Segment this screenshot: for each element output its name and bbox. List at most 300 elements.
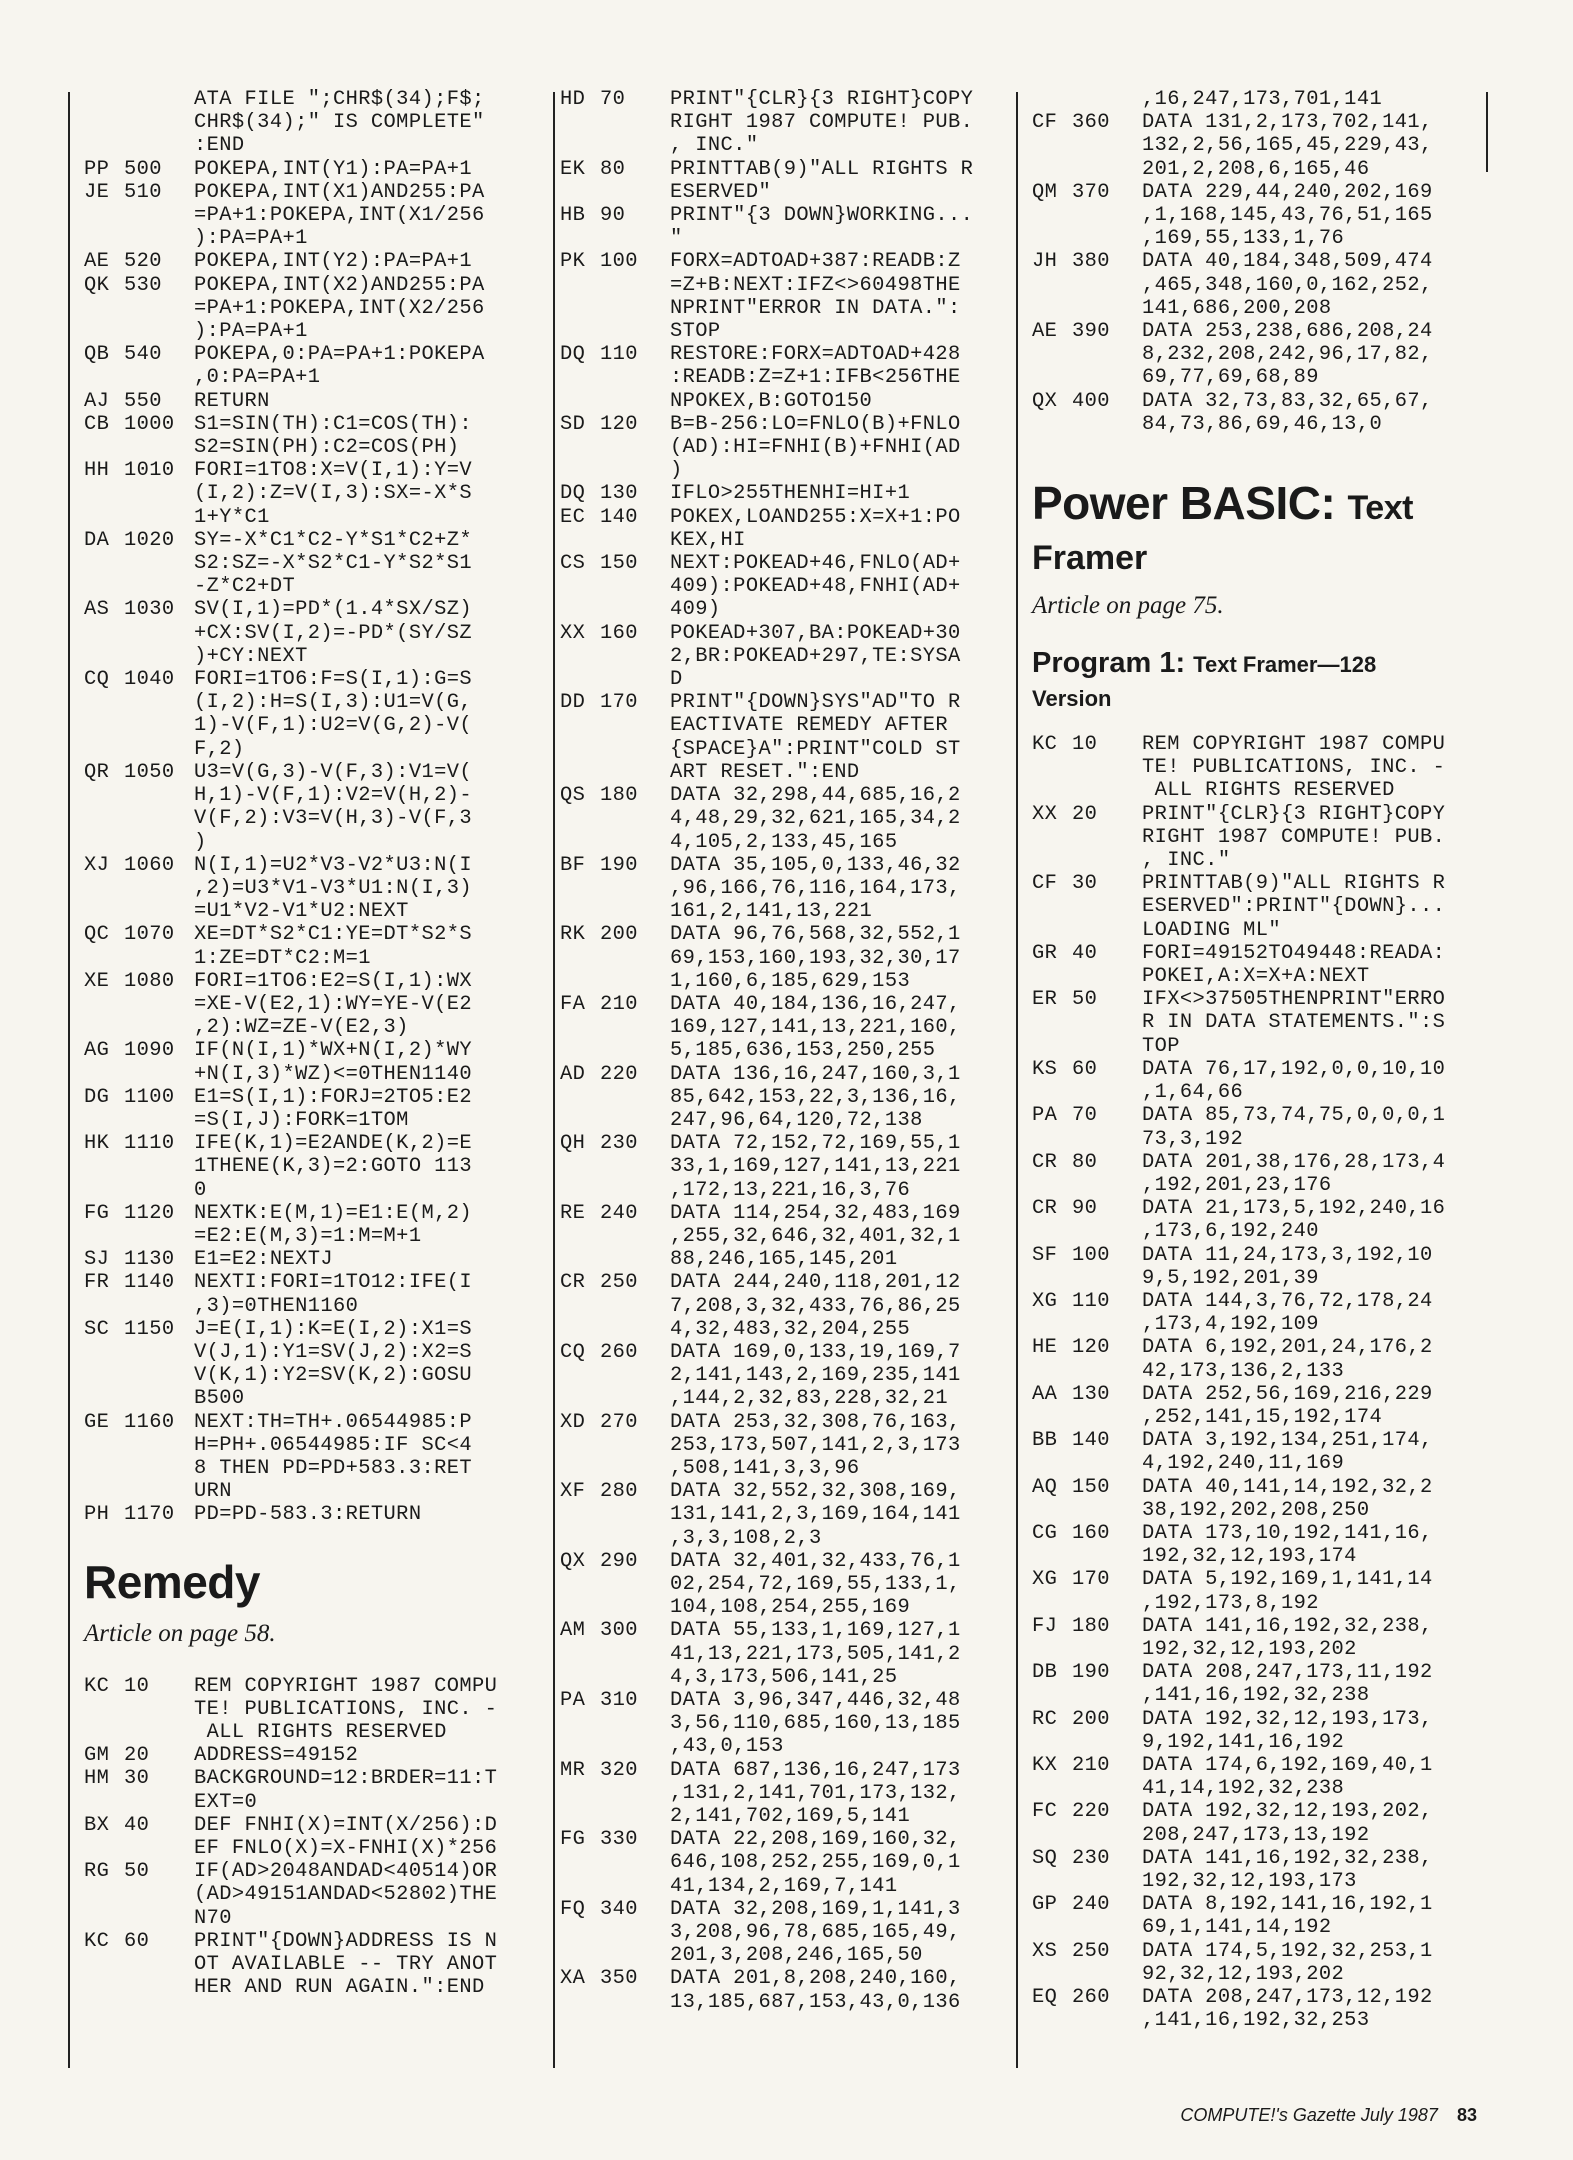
code: 38,192,202,208,250	[1142, 1498, 1370, 1522]
listing-line	[84, 993, 546, 1016]
code: 69,1,141,14,192	[1142, 1916, 1332, 1940]
listing-line	[560, 1921, 1008, 1944]
line-number	[1072, 826, 1142, 849]
checksum: KS	[1032, 1057, 1058, 1081]
checksum: XE	[84, 969, 110, 993]
line-number	[1072, 1011, 1142, 1034]
listing-line	[84, 529, 546, 552]
code: PRINT"{CLR}{3 RIGHT}COPY	[1142, 802, 1446, 826]
listing-line	[1032, 1986, 1472, 2009]
line-number: 250	[600, 1271, 638, 1295]
line-number	[600, 714, 670, 737]
program-heading	[1032, 647, 1472, 715]
code: ADDRESS=49152	[194, 1744, 359, 1768]
line-number	[600, 181, 670, 204]
checksum	[84, 691, 124, 714]
checksum: GP	[1032, 1893, 1058, 1917]
line-number	[600, 807, 670, 830]
code: )	[670, 459, 683, 483]
checksum	[560, 1643, 600, 1666]
code: DATA 229,44,240,202,169	[1142, 180, 1433, 204]
checksum	[84, 1295, 124, 1318]
line-number	[600, 1503, 670, 1526]
listing-line	[84, 1767, 546, 1790]
checksum: QC	[84, 923, 110, 947]
listing-line	[84, 1457, 546, 1480]
checksum: FA	[560, 992, 586, 1016]
line-number	[600, 1666, 670, 1689]
code: (I,2):Z=V(I,3):SX=-X*S	[194, 482, 473, 506]
checksum	[1032, 1824, 1072, 1847]
line-number	[124, 204, 194, 227]
code: )	[194, 830, 207, 854]
listing-line	[1032, 895, 1472, 918]
line-number: 270	[600, 1410, 638, 1434]
code: DATA 40,184,348,509,474	[1142, 250, 1433, 274]
listing-line	[84, 877, 546, 900]
checksum	[1032, 343, 1072, 366]
code: EACTIVATE REMEDY AFTER	[670, 714, 949, 738]
checksum: FG	[84, 1201, 110, 1225]
checksum	[1032, 1267, 1072, 1290]
listing-line	[560, 1016, 1008, 1039]
checksum	[84, 88, 124, 111]
checksum: FR	[84, 1271, 110, 1295]
line-number	[1072, 158, 1142, 181]
listing-line	[560, 1155, 1008, 1178]
code: ,252,141,15,192,174	[1142, 1405, 1383, 1429]
checksum: CR	[1032, 1150, 1058, 1174]
listing-block	[84, 1675, 546, 2000]
listing-line	[560, 1712, 1008, 1735]
column-rule-middle-1	[553, 92, 555, 2068]
checksum	[84, 1837, 124, 1860]
checksum: XS	[1032, 1939, 1058, 1963]
listing-block	[84, 88, 546, 1527]
code: ,508,141,3,3,96	[670, 1456, 860, 1480]
checksum	[84, 575, 124, 598]
listing-line	[560, 390, 1008, 413]
line-number	[1072, 895, 1142, 918]
code: 33,1,169,127,141,13,221	[670, 1155, 961, 1179]
code: )+CY:NEXT	[194, 644, 308, 668]
code: {SPACE}A":PRINT"COLD ST	[670, 737, 961, 761]
listing-line	[1032, 1267, 1472, 1290]
line-number	[600, 598, 670, 621]
line-number	[1072, 1731, 1142, 1754]
listing-line	[560, 111, 1008, 134]
listing-line	[560, 923, 1008, 946]
line-number: 350	[600, 1967, 638, 1991]
line-number	[600, 1039, 670, 1062]
code: DATA 252,56,169,216,229	[1142, 1382, 1433, 1406]
code: =Z+B:NEXT:IFZ<>60498THE	[670, 273, 961, 297]
code: 9,192,141,16,192	[1142, 1730, 1345, 1754]
line-number	[600, 970, 670, 993]
code: 8 THEN PD=PD+583.3:RET	[194, 1456, 473, 1480]
line-number	[1072, 88, 1142, 111]
checksum	[1032, 895, 1072, 918]
checksum	[560, 1503, 600, 1526]
line-number	[124, 320, 194, 343]
code: 13,185,687,153,43,0,136	[670, 1990, 961, 2014]
listing-line	[84, 320, 546, 343]
checksum	[560, 807, 600, 830]
checksum: AS	[84, 598, 110, 622]
line-number	[600, 1527, 670, 1550]
code: V(F,2):V3=V(H,3)-V(F,3	[194, 807, 473, 831]
line-number	[124, 1721, 194, 1744]
listing-line	[560, 1109, 1008, 1132]
line-number: 130	[1072, 1382, 1110, 1406]
checksum: RG	[84, 1860, 110, 1884]
code: B=B-256:LO=FNLO(B)+FNLO	[670, 412, 961, 436]
listing-line	[1032, 366, 1472, 389]
code: DATA 3,96,347,446,32,48	[670, 1689, 961, 1713]
code: DATA 35,105,0,133,46,32	[670, 853, 961, 877]
listing-line	[84, 250, 546, 273]
checksum	[84, 1063, 124, 1086]
checksum	[1032, 297, 1072, 320]
listing-line	[84, 1132, 546, 1155]
checksum	[84, 1791, 124, 1814]
checksum	[1032, 1916, 1072, 1939]
checksum: HM	[84, 1767, 110, 1791]
line-number	[1072, 297, 1142, 320]
listing-line	[84, 1907, 546, 1930]
code: DATA 96,76,568,32,552,1	[670, 923, 961, 947]
listing-line	[560, 181, 1008, 204]
code: ,131,2,141,701,173,132,	[670, 1781, 961, 1805]
listing-line	[560, 413, 1008, 436]
code: 3,208,96,78,685,165,49,	[670, 1921, 961, 1945]
line-number: 110	[600, 343, 638, 367]
listing-line	[560, 831, 1008, 854]
line-number	[1072, 849, 1142, 872]
line-number	[600, 1434, 670, 1457]
code: TOP	[1142, 1034, 1180, 1058]
listing-line	[84, 854, 546, 877]
checksum: JH	[1032, 250, 1058, 274]
code: DATA 8,192,141,16,192,1	[1142, 1893, 1433, 1917]
listing-line	[84, 1016, 546, 1039]
line-number: 110	[1072, 1289, 1110, 1313]
listing-line	[560, 274, 1008, 297]
code: SV(I,1)=PD*(1.4*SX/SZ)	[194, 598, 473, 622]
checksum: QR	[84, 760, 110, 784]
code: ,1,168,145,43,76,51,165	[1142, 204, 1433, 228]
line-number: 1120	[124, 1201, 175, 1225]
line-number: 100	[600, 250, 638, 274]
listing-line	[560, 1805, 1008, 1828]
code: 208,247,173,13,192	[1142, 1823, 1370, 1847]
listing-line	[560, 738, 1008, 761]
code: PRINTTAB(9)"ALL RIGHTS R	[1142, 872, 1446, 896]
code: 1:ZE=DT*C2:M=1	[194, 946, 371, 970]
checksum	[1032, 1035, 1072, 1058]
checksum	[560, 1109, 600, 1132]
code: DATA 32,208,169,1,141,3	[670, 1897, 961, 1921]
code: , INC."	[670, 134, 759, 158]
line-number: 140	[600, 505, 638, 529]
listing-line	[84, 274, 546, 297]
listing-block	[1032, 733, 1472, 2032]
checksum	[1032, 88, 1072, 111]
line-number: 1000	[124, 412, 175, 436]
line-number: 90	[600, 204, 626, 228]
code: KEX,HI	[670, 528, 746, 552]
line-number: 160	[1072, 1521, 1110, 1545]
listing-line	[1032, 1522, 1472, 1545]
checksum: CF	[1032, 111, 1058, 135]
line-number: 370	[1072, 180, 1110, 204]
line-number: 60	[124, 1929, 150, 1953]
line-number: 210	[600, 992, 638, 1016]
checksum	[560, 1712, 600, 1735]
line-number	[124, 552, 194, 575]
line-number: 230	[1072, 1846, 1110, 1870]
listing-line	[1032, 1824, 1472, 1847]
checksum	[560, 366, 600, 389]
checksum	[560, 1387, 600, 1410]
listing-line	[84, 1202, 546, 1225]
checksum: AM	[560, 1619, 586, 1643]
code: =XE-V(E2,1):WY=YE-V(E2	[194, 992, 473, 1016]
line-number	[600, 1364, 670, 1387]
line-number: 300	[600, 1619, 638, 1643]
listing-line	[84, 668, 546, 691]
line-number	[124, 877, 194, 900]
line-number	[1072, 366, 1142, 389]
code: PRINT"{CLR}{3 RIGHT}COPY	[670, 88, 974, 111]
line-number	[124, 1883, 194, 1906]
checksum	[560, 877, 600, 900]
line-number	[1072, 1406, 1142, 1429]
listing-line	[1032, 320, 1472, 343]
checksum	[560, 181, 600, 204]
checksum	[84, 506, 124, 529]
listing-line	[84, 181, 546, 204]
code: ESERVED"	[670, 180, 772, 204]
section-heading-remedy: Remedy	[84, 1555, 260, 1608]
listing-line	[1032, 1916, 1472, 1939]
listing-block	[560, 88, 1008, 2014]
code: 4,105,2,133,45,165	[670, 830, 898, 854]
checksum	[1032, 1545, 1072, 1568]
listing-line	[1032, 1777, 1472, 1800]
listing-line	[84, 1883, 546, 1906]
line-number	[124, 506, 194, 529]
checksum: JE	[84, 180, 110, 204]
line-number	[1072, 1360, 1142, 1383]
listing-line	[84, 436, 546, 459]
checksum	[84, 1907, 124, 1930]
line-number	[124, 831, 194, 854]
checksum: HH	[84, 459, 110, 483]
listing-line	[1032, 1011, 1472, 1034]
listing-line	[84, 1318, 546, 1341]
line-number	[600, 1875, 670, 1898]
checksum	[560, 598, 600, 621]
code: REM COPYRIGHT 1987 COMPU	[194, 1674, 498, 1698]
line-number	[600, 1248, 670, 1271]
code: 131,141,2,3,169,164,141	[670, 1503, 961, 1527]
checksum: HB	[560, 204, 586, 228]
checksum	[84, 111, 124, 134]
checksum	[560, 320, 600, 343]
page-number: 83	[1456, 2105, 1477, 2125]
checksum: EC	[560, 505, 586, 529]
listing-line	[84, 506, 546, 529]
code: 253,173,507,141,2,3,173	[670, 1433, 961, 1457]
code: ,172,13,221,16,3,76	[670, 1178, 911, 1202]
listing-line	[84, 784, 546, 807]
listing-line	[1032, 390, 1472, 413]
code: IFX<>37505THENPRINT"ERRO	[1142, 988, 1446, 1012]
checksum	[560, 1851, 600, 1874]
code: ,1,64,66	[1142, 1081, 1244, 1105]
code: DATA 6,192,201,24,176,2	[1142, 1336, 1433, 1360]
checksum	[560, 1364, 600, 1387]
listing-line	[84, 482, 546, 505]
listing-line	[560, 1527, 1008, 1550]
code: DATA 5,192,169,1,141,14	[1142, 1568, 1433, 1592]
checksum	[560, 1155, 600, 1178]
line-number	[1072, 1592, 1142, 1615]
code: ,255,32,646,32,401,32,1	[670, 1224, 961, 1248]
line-number	[124, 1109, 194, 1132]
code: ,192,201,23,176	[1142, 1173, 1332, 1197]
magazine-name: COMPUTE!'s Gazette	[1180, 2105, 1356, 2125]
code: "	[670, 227, 683, 251]
listing-line	[560, 1782, 1008, 1805]
line-number: 1030	[124, 598, 175, 622]
heading-rest: Text	[1347, 489, 1413, 528]
line-number	[124, 1295, 194, 1318]
checksum: QX	[1032, 389, 1058, 413]
checksum	[560, 436, 600, 459]
code: BACKGROUND=12:BRDER=11:T	[194, 1767, 498, 1791]
checksum	[84, 1457, 124, 1480]
listing-line	[560, 784, 1008, 807]
listing-line	[1032, 111, 1472, 134]
code: J=E(I,1):K=E(I,2):X1=S	[194, 1317, 473, 1341]
listing-line	[84, 831, 546, 854]
code: 02,254,72,169,55,133,1,	[670, 1573, 961, 1596]
listing-line	[84, 598, 546, 621]
code: DATA 32,298,44,685,16,2	[670, 784, 961, 808]
line-number: 10	[124, 1674, 150, 1698]
code: DATA 85,73,74,75,0,0,0,1	[1142, 1104, 1446, 1128]
line-number	[1072, 1499, 1142, 1522]
checksum	[560, 947, 600, 970]
line-number: 30	[1072, 872, 1098, 896]
listing-line	[84, 1364, 546, 1387]
code: DATA 253,32,308,76,163,	[670, 1410, 961, 1434]
code: EF FNLO(X)=X-FNHI(X)*256	[194, 1837, 498, 1861]
listing-line	[84, 343, 546, 366]
listing-line	[84, 1698, 546, 1721]
column-rule-right	[1486, 92, 1488, 172]
line-number: 1150	[124, 1317, 175, 1341]
checksum: EQ	[1032, 1986, 1058, 2010]
listing-line	[560, 1341, 1008, 1364]
line-number	[600, 575, 670, 598]
line-number	[124, 691, 194, 714]
code: DATA 208,247,173,12,192	[1142, 1986, 1433, 2010]
checksum: XX	[1032, 802, 1058, 826]
listing-line	[560, 529, 1008, 552]
line-number	[600, 645, 670, 668]
line-number	[124, 1225, 194, 1248]
line-number: 260	[600, 1340, 638, 1364]
line-number	[600, 900, 670, 923]
listing-line	[84, 1721, 546, 1744]
program-title: Program 1:	[1032, 647, 1186, 680]
line-number	[1072, 204, 1142, 227]
listing-line	[1032, 1128, 1472, 1151]
checksum: QH	[560, 1132, 586, 1156]
line-number	[1072, 1638, 1142, 1661]
line-number	[1072, 413, 1142, 436]
listing-line	[560, 88, 1008, 111]
checksum: QX	[560, 1549, 586, 1573]
checksum	[560, 134, 600, 157]
code: ,2)=U3*V1-V3*U1:N(I,3)	[194, 876, 473, 900]
code: V(K,1):Y2=SV(K,2):GOSU	[194, 1364, 473, 1388]
code: RESTORE:FORX=ADTOAD+428	[670, 343, 961, 367]
listing-line	[84, 1063, 546, 1086]
code: 2,141,143,2,169,235,141	[670, 1364, 961, 1388]
listing-line	[84, 1930, 546, 1953]
listing-line	[84, 1675, 546, 1698]
listing-line	[84, 738, 546, 761]
checksum: PP	[84, 157, 110, 181]
code: 4,48,29,32,621,165,34,2	[670, 807, 961, 831]
code: 9,5,192,201,39	[1142, 1266, 1319, 1290]
line-number: 1160	[124, 1410, 175, 1434]
checksum: FJ	[1032, 1614, 1058, 1638]
code: DATA 114,254,32,483,169	[670, 1201, 961, 1225]
checksum	[84, 993, 124, 1016]
checksum	[560, 1179, 600, 1202]
line-number	[600, 436, 670, 459]
listing-line	[560, 1967, 1008, 1990]
code: F,2)	[194, 737, 245, 761]
checksum: CG	[1032, 1521, 1058, 1545]
listing-line	[84, 970, 546, 993]
line-number	[124, 714, 194, 737]
heading-line-2: Framer	[1032, 539, 1148, 578]
checksum: FQ	[560, 1897, 586, 1921]
line-number	[124, 993, 194, 1016]
line-number	[124, 1837, 194, 1860]
listing-line	[84, 923, 546, 946]
checksum: PA	[1032, 1104, 1058, 1128]
line-number: 550	[124, 389, 162, 413]
line-number	[600, 1851, 670, 1874]
listing-line	[1032, 872, 1472, 895]
code: 161,2,141,13,221	[670, 900, 873, 924]
code: N70	[194, 1906, 232, 1930]
listing-line	[560, 1318, 1008, 1341]
checksum	[560, 1875, 600, 1898]
code: ,43,0,153	[670, 1735, 784, 1759]
code: 85,642,153,22,3,136,16,	[670, 1085, 961, 1109]
listing-line	[560, 366, 1008, 389]
code: =PA+1:POKEPA,INT(X2/256	[194, 296, 485, 320]
checksum: QM	[1032, 180, 1058, 204]
